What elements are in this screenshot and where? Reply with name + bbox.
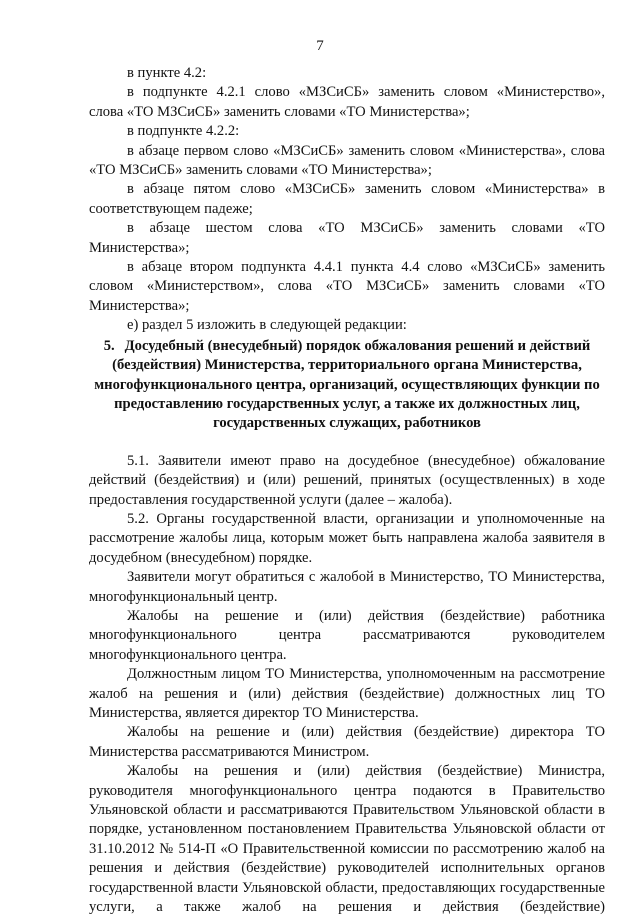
body-paragraph: Заявители могут обратиться с жалобой в Министерство, ТО Министерства, многофункциональный центр.: [89, 569, 605, 605]
body-paragraph: 5.2. Органы государственной власти, организации и уполномоченные на рассмотрение жалобы лица, которым может быть направлена жалоба заявителя в досудебном (внесудебном) порядке.: [89, 510, 605, 566]
amendment-paragraph: в подпункте 4.2.1 слово «МЗСиСБ» заменить словом «Министерство», слова «ТО МЗСиСБ» заменить словами «ТО Министерства»;: [89, 84, 605, 120]
section-title: Досудебный (внесудебный) порядок обжалования решений и действий (бездействия) Министерства, территориального органа Министерства, многофункционального центра, организаций, осуществляющих функции по предоставлению государственных услуг, а также их должностных лиц, государственных служащих, работников: [94, 337, 600, 432]
amendment-paragraph: в абзаце шестом слова «ТО МЗСиСБ» заменить словами «ТО Министерства»;: [89, 220, 605, 256]
body-paragraph: Жалобы на решение и (или) действия (бездействие) директора ТО Министерства рассматриваются Министром.: [89, 724, 605, 760]
amendment-list: [89, 64, 605, 336]
body-paragraph: Жалобы на решение и (или) действия (бездействие) работника многофункционального центра рассматриваются руководителем многофункционального центра.: [89, 607, 605, 663]
amendment-paragraph: в абзаце первом слово «МЗСиСБ» заменить словом «Министерства», слова «ТО МЗСиСБ» заменить словами «ТО Министерства»;: [89, 142, 605, 179]
section-heading: [89, 337, 605, 434]
section-number: 5.: [103, 337, 115, 354]
section-body: [89, 452, 605, 917]
amendment-paragraph: в абзаце втором подпункта 4.4.1 пункта 4.4 слово «МЗСиСБ» заменить словом «Министерством», слова «ТО МЗСиСБ» заменить словами «ТО Министерства»;: [89, 259, 605, 314]
amendment-paragraph: в пункте 4.2:: [127, 65, 207, 81]
body-paragraph: Жалобы на решения и (или) действия (бездействие) Министра, руководителя многофункционального центра подаются в Правительство Ульяновской области и рассматриваются Правительством Ульяновской области в порядке, установленном постановлением Правительства Ульяновской области от 31.10.2012 № 514-П «О Правительственной комиссии по рассмотрению жалоб на решения и действия (бездействие) руководителей исполнительных органов государственной власти Ульяновской области, предоставляющих государственные услуги, а также жалоб на решения и действия (бездействие): [89, 763, 605, 916]
body-paragraph: Должностным лицом ТО Министерства, уполномоченным на рассмотрение жалоб на решения и (или) действия (бездействие) должностных лиц ТО Министерства, является директор ТО Министерства.: [89, 666, 605, 721]
spacer: [89, 434, 605, 452]
amendment-paragraph: е) раздел 5 изложить в следующей редакции:: [127, 317, 407, 334]
page-number: 7: [316, 38, 324, 54]
document-body: [89, 64, 605, 917]
body-paragraph: 5.1. Заявители имеют право на досудебное (внесудебное) обжалование действий (бездействия) и (или) решений, принятых (осуществленных) в ходе предоставления государственной услуги (далее – жалоба).: [89, 452, 605, 508]
amendment-paragraph: в абзаце пятом слово «МЗСиСБ» заменить словом «Министерства» в соответствующем падеже;: [89, 181, 605, 217]
amendment-paragraph: в подпункте 4.2.2:: [127, 123, 240, 140]
